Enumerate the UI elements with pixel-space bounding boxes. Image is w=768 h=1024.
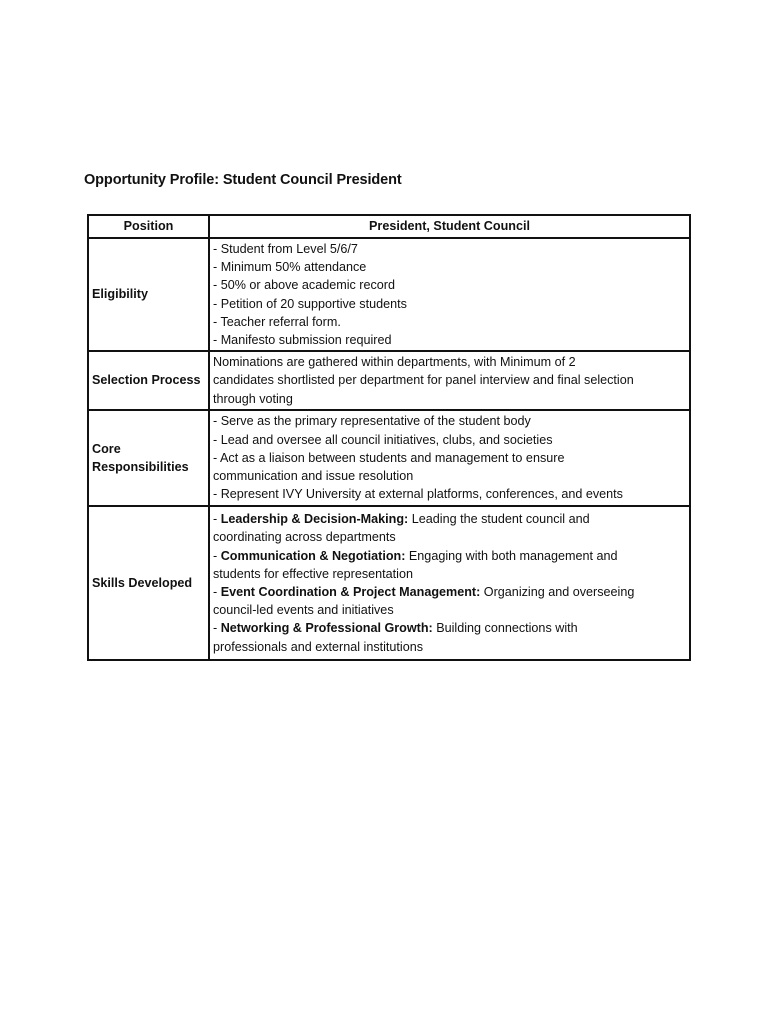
position-header-value: President, Student Council (209, 215, 690, 238)
eligibility-item: - 50% or above academic record (213, 278, 396, 293)
skill-title: Event Coordination & Project Management: (220, 585, 481, 599)
document-title: Opportunity Profile: Student Council President (84, 172, 402, 188)
skill-title: Communication & Negotiation: (220, 548, 406, 563)
skill-line: - Communication & Negotiation: Engaging with both management and (213, 548, 618, 563)
selection-process-line: candidates shortlisted per department for panel interview and final selection (213, 373, 634, 388)
selection-process-label: Selection Process (88, 351, 209, 410)
eligibility-item: - Manifesto submission required (213, 332, 392, 347)
skill-line-cont: council-led events and initiatives (213, 603, 394, 618)
responsibility-line: communication and issue resolution (213, 469, 414, 484)
core-responsibilities-label-line: Responsibilities (92, 460, 189, 474)
skill-line: - Event Coordination & Project Management: Organizing and overseeing (213, 585, 635, 599)
skill-line-cont: professionals and external institutions (213, 639, 424, 654)
skill-title: Networking & Professional Growth: (220, 621, 433, 636)
eligibility-item: - Minimum 50% attendance (213, 260, 367, 275)
eligibility-row (88, 238, 690, 351)
skill-title: Leadership & Decision-Making: (220, 512, 409, 527)
eligibility-content (209, 238, 690, 351)
selection-process-content (209, 351, 690, 410)
responsibility-line: - Act as a liaison between students and management to ensure (213, 450, 565, 465)
skill-line-cont: students for effective representation (213, 566, 413, 581)
skill-line: - Leadership & Decision-Making: Leading the student council and (213, 512, 590, 527)
skill-line: - Networking & Professional Growth: Building connections with (213, 621, 578, 636)
responsibility-line: - Serve as the primary representative of the student body (213, 414, 531, 429)
responsibility-line: - Represent IVY University at external platforms, conferences, and events (213, 487, 623, 502)
selection-process-row (88, 351, 690, 410)
core-responsibilities-row (88, 410, 690, 506)
skills-developed-content (209, 506, 690, 660)
core-responsibilities-content (209, 410, 690, 506)
skill-line-cont: coordinating across departments (213, 530, 396, 545)
eligibility-item: - Student from Level 5/6/7 (213, 241, 358, 256)
position-header-label: Position (88, 215, 209, 238)
header-row (88, 215, 690, 238)
skills-developed-label: Skills Developed (88, 506, 209, 660)
eligibility-item: - Petition of 20 supportive students (213, 296, 407, 311)
responsibility-line: - Lead and oversee all council initiatives, clubs, and societies (213, 432, 553, 447)
skills-developed-row (88, 506, 690, 660)
eligibility-item: - Teacher referral form. (213, 314, 341, 329)
eligibility-label: Eligibility (88, 238, 209, 351)
selection-process-line: through voting (213, 391, 293, 406)
core-responsibilities-label-line: Core (92, 441, 121, 456)
selection-process-line: Nominations are gathered within departments, with Minimum of 2 (213, 355, 576, 370)
core-responsibilities-label (88, 410, 209, 506)
opportunity-profile-table (87, 214, 691, 661)
